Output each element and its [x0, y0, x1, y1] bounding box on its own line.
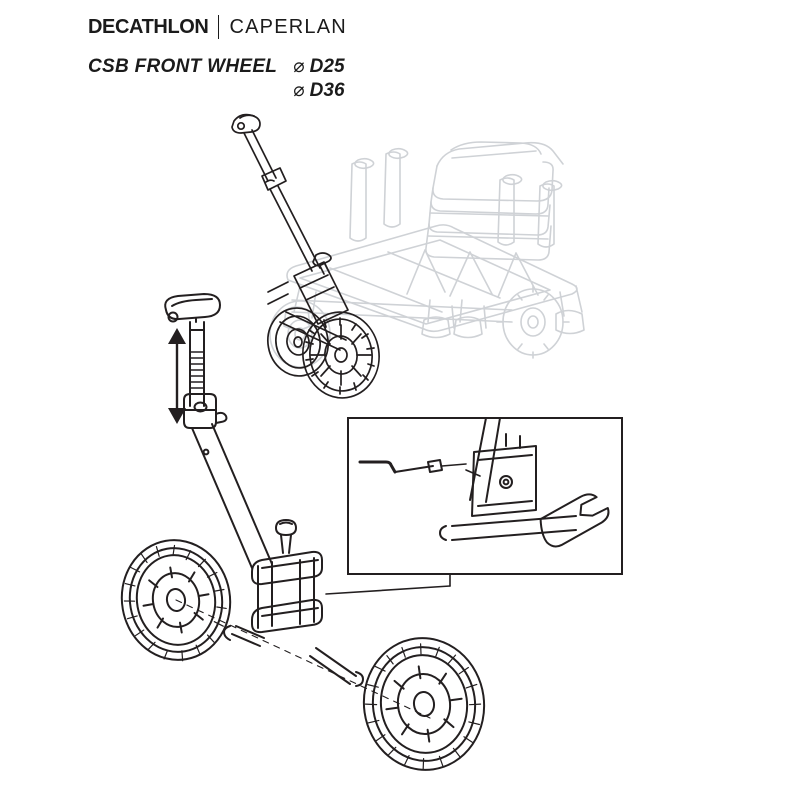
wheel-right — [355, 630, 492, 777]
spec-value: D36 — [309, 80, 345, 101]
lower-tube — [192, 424, 272, 568]
bracket-right-post — [300, 558, 314, 624]
axle-left — [232, 626, 264, 646]
axle-right — [310, 648, 356, 684]
callout-leader-line — [326, 574, 450, 594]
adjust-teeth — [191, 352, 203, 388]
spec-value: D25 — [309, 56, 345, 77]
detail-callout-box — [348, 418, 622, 574]
height-adjust-arrow — [168, 328, 186, 424]
ghost-front-wheel-kit — [232, 115, 385, 403]
diameter-icon: ⌀ — [293, 56, 305, 77]
brand-secondary-label: CAPERLAN — [229, 16, 347, 38]
diameter-icon: ⌀ — [293, 80, 305, 101]
brand-primary-label: DECATHLON — [88, 16, 209, 38]
handle-grip — [165, 294, 220, 319]
page-title: CSB FRONT WHEEL — [88, 56, 278, 77]
bracket-left-post — [258, 562, 272, 628]
